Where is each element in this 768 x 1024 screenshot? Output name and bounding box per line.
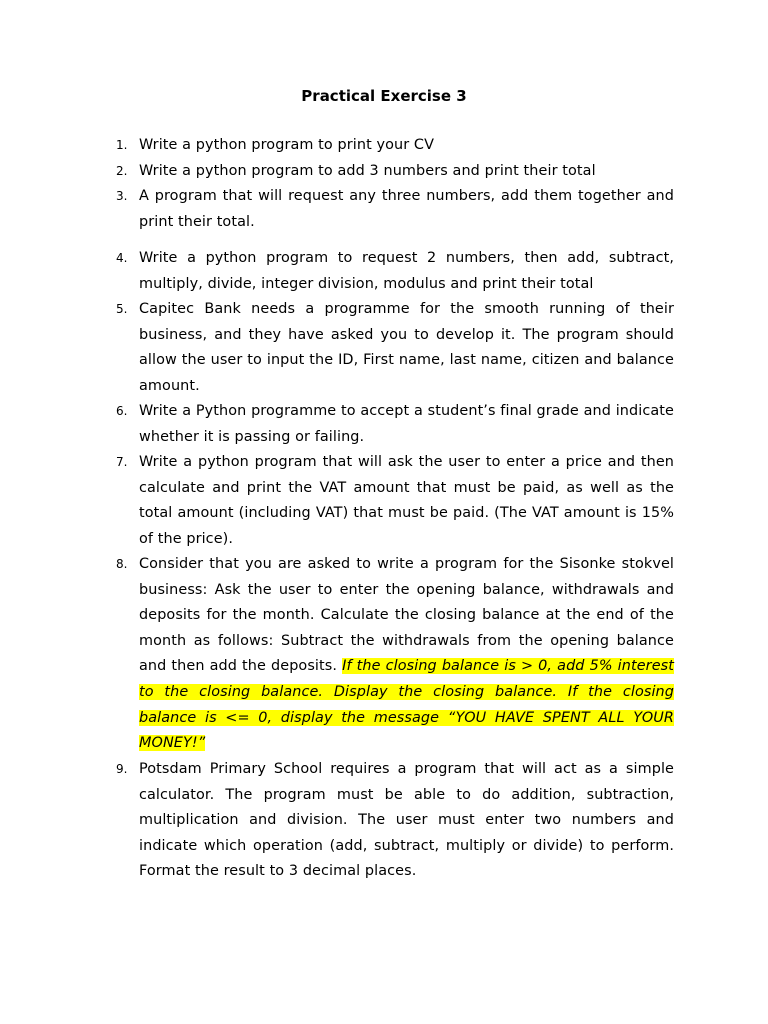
list-item-text: Write a python program that will ask the user to enter a price and then calculate and print the VAT amount that must be paid, as well as the total amount (including VAT) that must be paid. (The VAT amount is 15% of the price). [139, 454, 674, 547]
list-item-number: 6. [116, 404, 128, 418]
list-item-number: 7. [116, 455, 128, 469]
list-item-number: 1. [116, 138, 128, 152]
list-item-text-plain: Consider that you are asked to write a program for the Sisonke stokvel business: Ask the user to enter the opening balance, withdrawals and deposits for the month. Calculate the closing balance at the end of the month as follows: Subtract the withdrawals from the opening balance and then add the deposits. [139, 556, 674, 675]
highlighted-text: If the closing balance is > 0, add 5% interest to the closing balance. Display the closing balance. If the closing balance is <= 0, display the message “YOU HAVE SPENT ALL YOUR MONEY!” [139, 658, 674, 752]
list-item-number: 8. [116, 557, 128, 571]
list-item-number: 9. [116, 762, 128, 776]
list-item-text: Capitec Bank needs a programme for the smooth running of their business, and they have asked you to develop it. The program should allow the user to input the ID, First name, last name, citizen and balance amount. [139, 301, 674, 394]
list-item-number: 5. [116, 302, 128, 316]
list-item-text: Write a python program to add 3 numbers and print their total [139, 163, 596, 179]
list-item-text [139, 552, 674, 757]
list-item-number: 2. [116, 164, 128, 178]
list-item-text: Potsdam Primary School requires a program that will act as a simple calculator. The program must be able to do addition, subtraction, multiplication and division. The user must enter two numbers and indicate which operation (add, subtract, multiply or divide) to perform. Format the result to 3 decimal places. [139, 761, 674, 880]
list-item-text: Write a python program to request 2 numbers, then add, subtract, multiply, divide, integer division, modulus and print their total [139, 250, 674, 292]
list-item-text: Write a python program to print your CV [139, 137, 435, 153]
list-item-number: 4. [116, 251, 128, 265]
list-item-number: 3. [116, 189, 128, 203]
list-item-text: Write a Python programme to accept a student’s final grade and indicate whether it is passing or failing. [139, 403, 674, 445]
list-item-text: A program that will request any three numbers, add them together and print their total. [139, 188, 674, 230]
page-title: Practical Exercise 3 [301, 87, 467, 105]
